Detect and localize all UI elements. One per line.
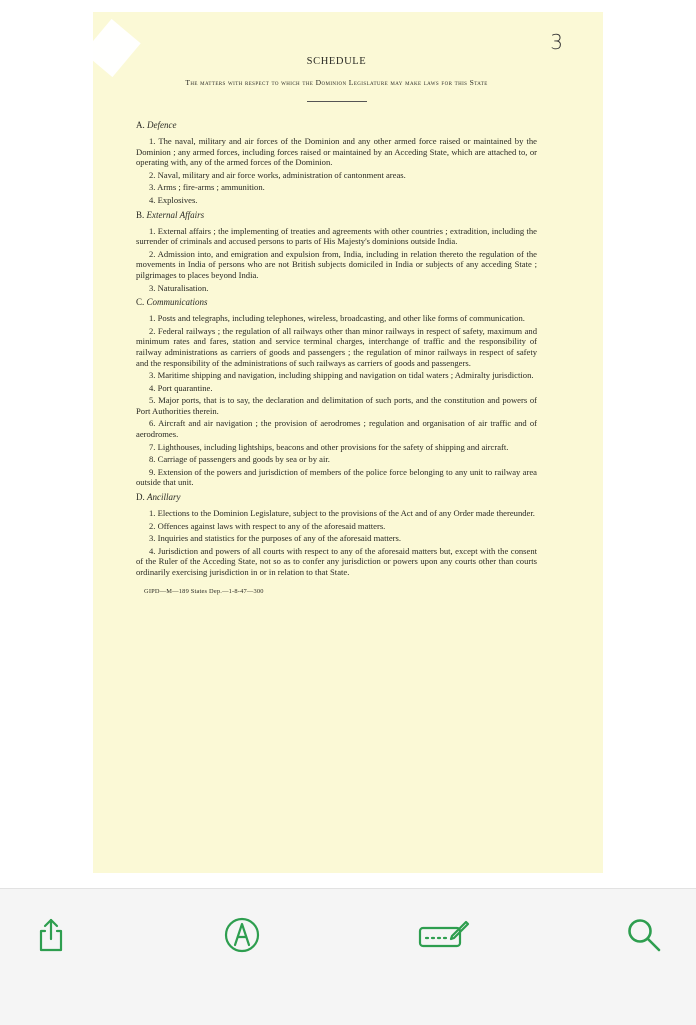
list-item: 4. Port quarantine.: [149, 382, 213, 393]
list-item: 1. External affairs ; the implementing of treaties and agreements with other countries ; extradition, including the surrender of criminals and accused persons to parts of His Majesty's dominions outside India.: [136, 225, 537, 247]
list-item: 6. Aircraft and air navigation ; the provision of aerodromes ; regulation and organisation of air traffic and of aerodromes.: [136, 418, 537, 440]
section-heading: [136, 120, 537, 130]
bottom-toolbar: [0, 888, 696, 1025]
page-number: 3: [550, 30, 563, 54]
search-icon: [626, 917, 662, 953]
list-item: 3. Maritime shipping and navigation, including shipping and navigation on tidal waters ; Admiralty jurisdiction.: [149, 370, 534, 381]
document-page: [93, 12, 603, 873]
list-item: 2. Offences against laws with respect to any of the aforesaid matters.: [149, 520, 386, 531]
list-item: 4. Jurisdiction and powers of all courts with respect to any of the aforesaid matters but, except with the consent of the Ruler of the Acceding State, not so as to confer any jurisdiction or powers upon any courts other than courts ordinarily exercising jurisdiction in or in relation to that State.: [136, 545, 537, 577]
signature-button[interactable]: [418, 913, 470, 957]
list-item: 9. Extension of the powers and jurisdiction of members of the police force belonging to any unit to railway area outside that unit.: [136, 466, 537, 488]
section-heading: [136, 492, 537, 502]
page-title: SCHEDULE: [306, 56, 367, 67]
list-item: 7. Lighthouses, including lightships, beacons and other provisions for the safety of shipping and aircraft.: [149, 441, 509, 452]
list-item: 3. Naturalisation.: [149, 282, 209, 293]
section-letter: A.: [136, 120, 145, 130]
torn-corner: [83, 19, 140, 77]
list-item: 3. Inquiries and statistics for the purposes of any of the aforesaid matters.: [149, 533, 402, 544]
section-name: External Affairs: [146, 209, 205, 220]
section-name: Ancillary: [147, 492, 181, 503]
section-letter: D.: [136, 492, 145, 503]
section-communications: [136, 297, 537, 488]
share-icon: [34, 917, 68, 953]
search-button[interactable]: [622, 913, 666, 957]
section-letter: B.: [136, 209, 145, 220]
section-name: Communications: [146, 297, 208, 308]
list-item: 1. The naval, military and air forces of the Dominion and any other armed force raised or maintained by the Dominion ; any armed forces, including forces raised or maintained by an Acceding State, which are attached to, or operating with, any of the armed forces of the Dominion.: [136, 136, 537, 168]
list-item: 2. Admission into, and emigration and expulsion from, India, including in relation thereto the regulation of the movements in India of persons who are not British subjects domiciled in India or subjects of any acceding State ; pilgrimages to places beyond India.: [136, 248, 537, 280]
list-item: 2. Naval, military and air force works, administration of cantonment areas.: [149, 169, 406, 180]
section-external-affairs: [136, 210, 537, 294]
markup-button[interactable]: [220, 913, 264, 957]
markup-icon: [223, 916, 261, 954]
section-heading: [136, 210, 537, 220]
section-letter: C.: [136, 297, 145, 308]
share-button[interactable]: [29, 913, 73, 957]
title-divider: [307, 101, 367, 102]
print-footer: GIPD—M—189 States Dep.—1-8-47—300: [144, 587, 264, 595]
page-subtitle: The matters with respect to which the Dominion Legislature may make laws for this State: [185, 78, 488, 87]
list-item: 8. Carriage of passengers and goods by sea or by air.: [149, 454, 330, 465]
list-item: 1. Elections to the Dominion Legislature, subject to the provisions of the Act and of any Order made thereunder.: [149, 508, 535, 519]
list-item: 2. Federal railways ; the regulation of all railways other than minor railways in respect of safety, maximum and minimum rates and fares, station and service terminal charges, interchange of traffic and the responsibility of railway administrations as carriers of goods and passengers ; the regulation of minor railways in respect of safety and the responsibility of the administrations of such railways as carriers of goods and passengers.: [136, 325, 537, 368]
list-item: 4. Explosives.: [149, 194, 198, 205]
signature-icon: [418, 918, 470, 952]
section-heading: [136, 297, 537, 307]
list-item: 3. Arms ; fire-arms ; ammunition.: [149, 182, 265, 193]
list-item: 1. Posts and telegraphs, including telephones, wireless, broadcasting, and other like forms of communication.: [149, 313, 525, 324]
section-defence: [136, 120, 537, 206]
list-item: 5. Major ports, that is to say, the declaration and delimitation of such ports, and the constitution and powers of Port Authorities therein.: [136, 395, 537, 416]
section-name: Defence: [147, 120, 177, 130]
section-ancillary: [136, 492, 537, 578]
